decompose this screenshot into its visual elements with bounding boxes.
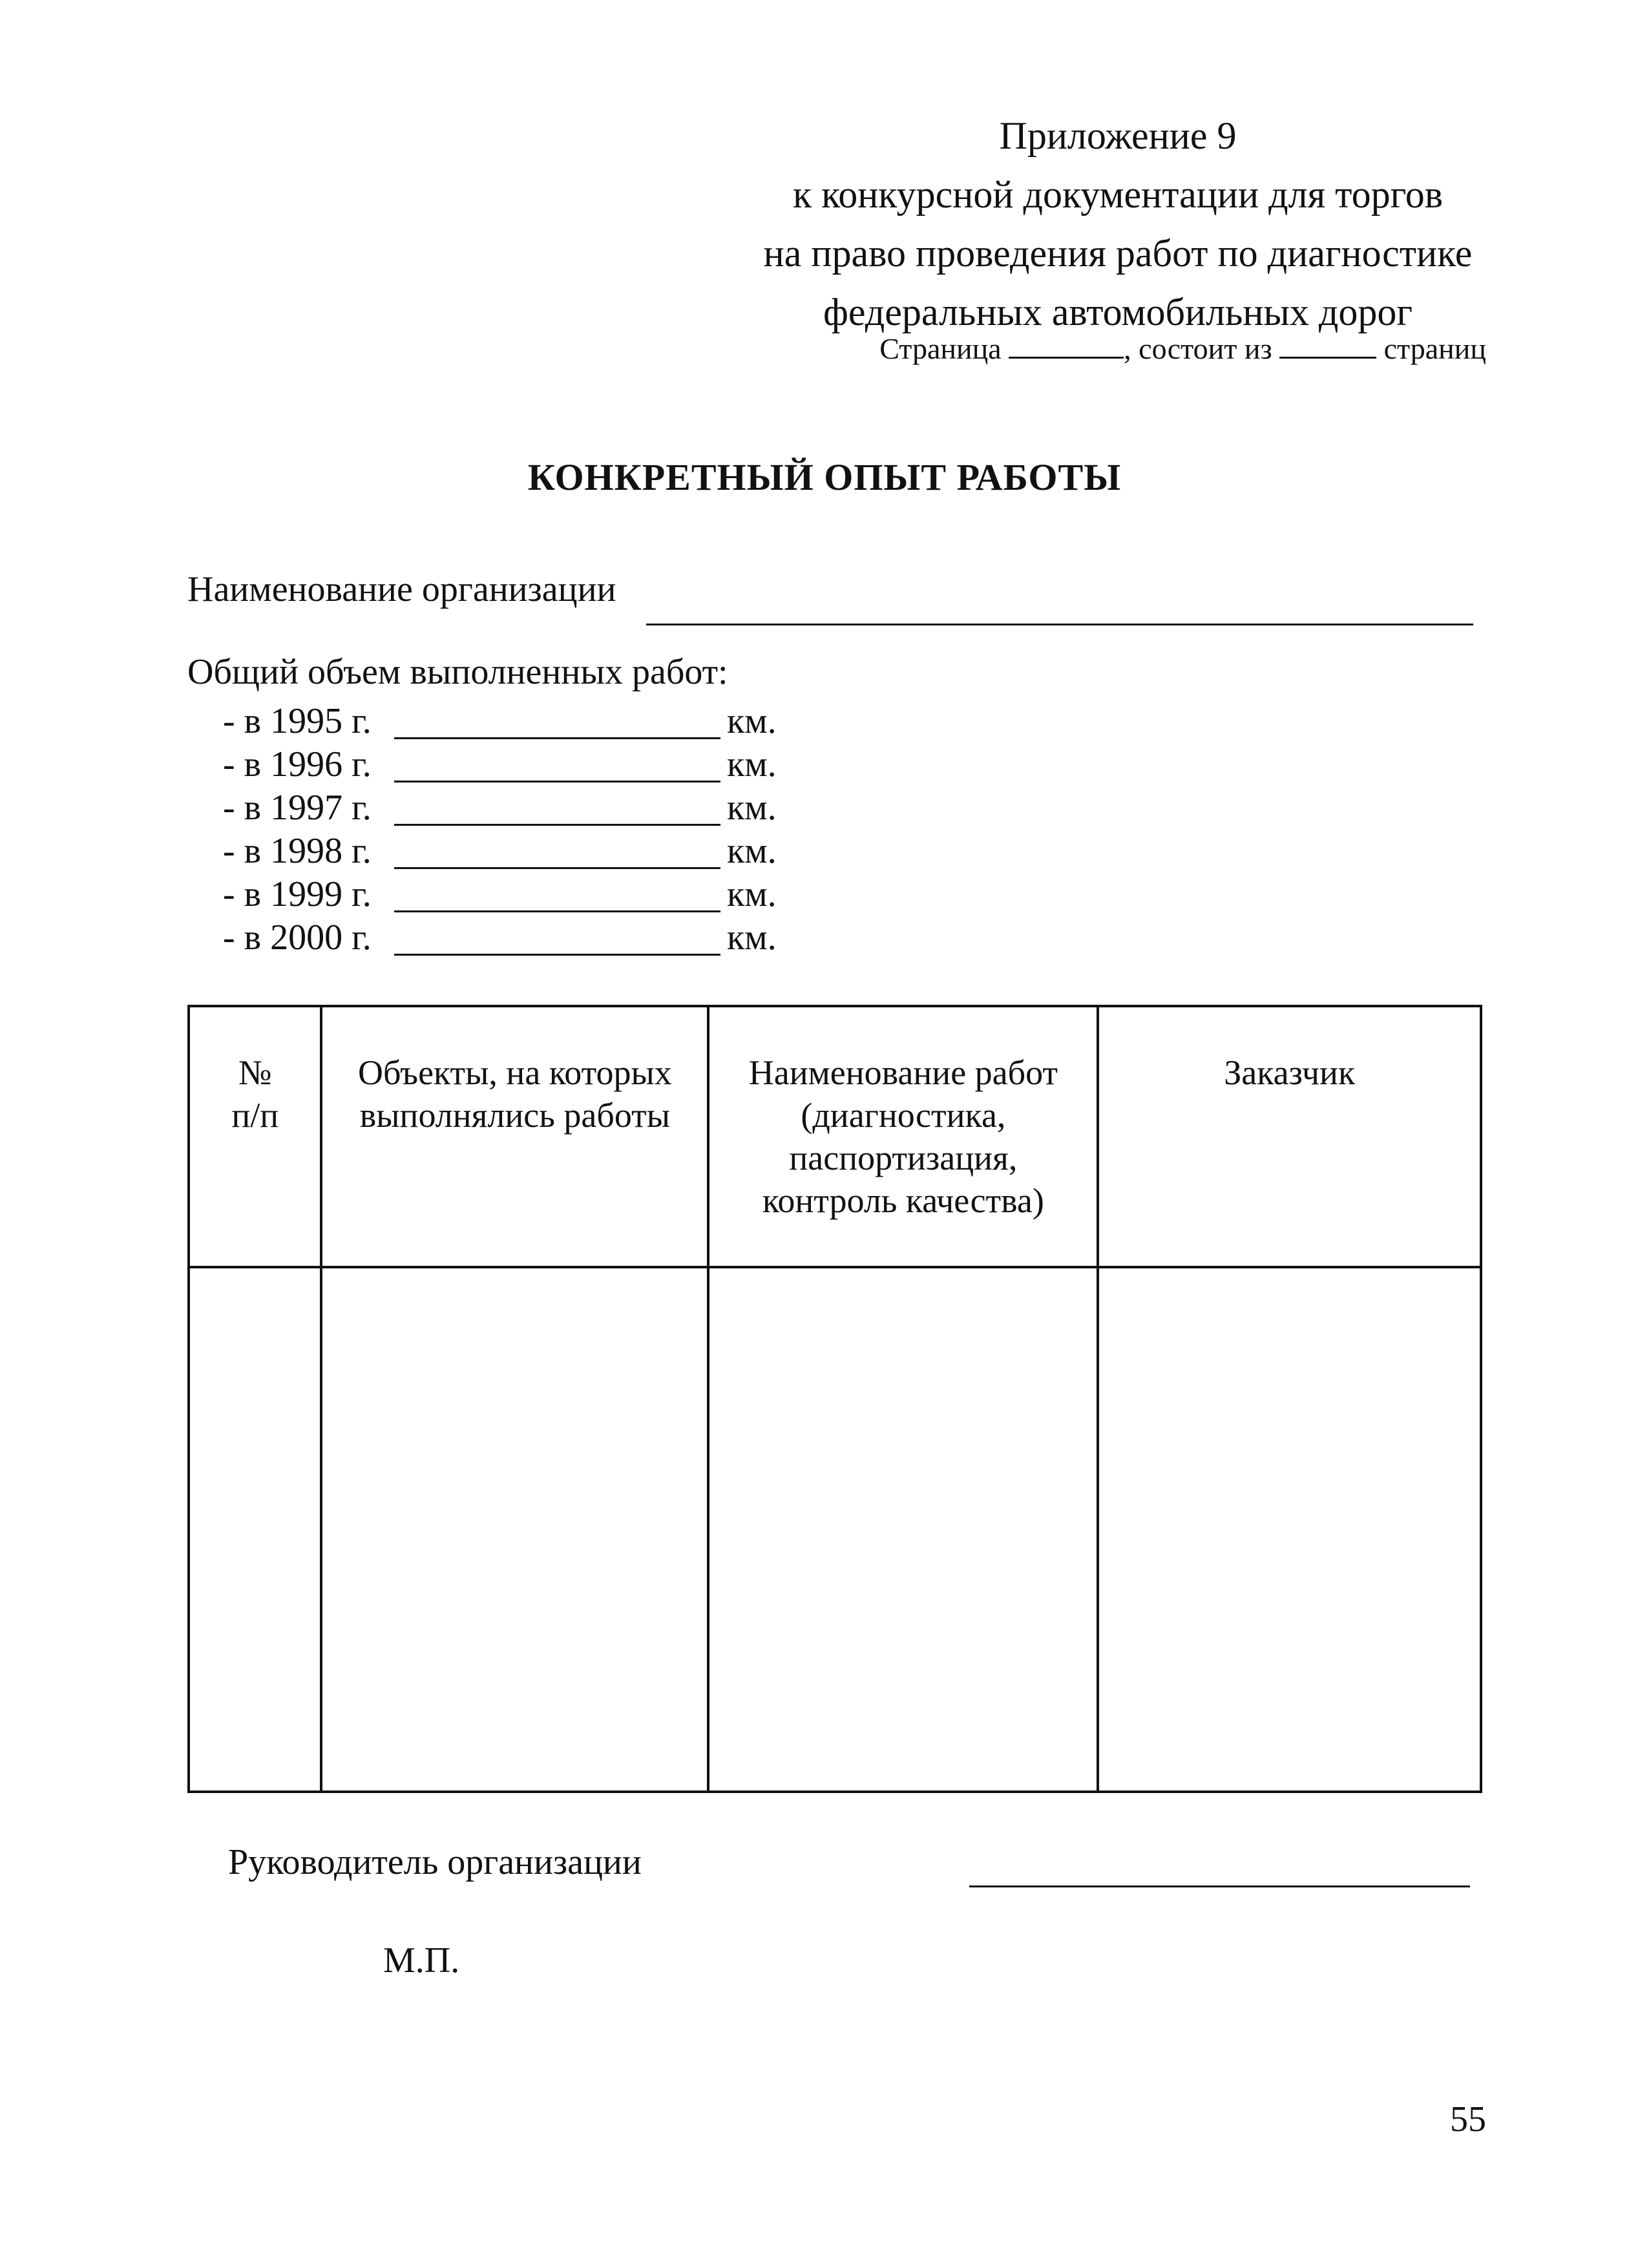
table-header-row bbox=[189, 1006, 1481, 1267]
appendix-line: Приложение 9 bbox=[999, 114, 1237, 157]
table-cell-objects[interactable] bbox=[321, 1267, 708, 1792]
unit-label: км. bbox=[727, 918, 777, 958]
page-number-blank[interactable] bbox=[1009, 331, 1124, 359]
header-line: № bbox=[238, 1053, 272, 1092]
unit-label: км. bbox=[727, 874, 777, 914]
year-label: - в 1996 г. bbox=[223, 744, 372, 784]
header-line: контроль качества) bbox=[762, 1181, 1044, 1220]
consists-label: , состоит из bbox=[1124, 332, 1272, 365]
header-line: п/п bbox=[231, 1096, 279, 1135]
unit-label: км. bbox=[727, 788, 777, 828]
year-blank[interactable] bbox=[394, 737, 720, 739]
pages-label: страниц bbox=[1383, 332, 1486, 365]
table-cell-work-name[interactable] bbox=[708, 1267, 1098, 1792]
appendix-line: к конкурсной документации для торгов bbox=[792, 173, 1444, 216]
header-work-name bbox=[708, 1006, 1098, 1267]
page-label: Страница bbox=[879, 332, 1002, 365]
header-customer bbox=[1098, 1006, 1481, 1267]
year-label: - в 1998 г. bbox=[223, 831, 372, 871]
unit-label: км. bbox=[727, 831, 777, 871]
header-line: (диагностика, bbox=[801, 1096, 1006, 1135]
table-cell-customer[interactable] bbox=[1098, 1267, 1481, 1792]
table-cell-number[interactable] bbox=[189, 1267, 321, 1792]
total-pages-blank[interactable] bbox=[1279, 331, 1376, 359]
page-number: 55 bbox=[1450, 2099, 1486, 2139]
signature-label: Руководитель организации bbox=[228, 1842, 642, 1882]
organization-blank[interactable] bbox=[646, 624, 1473, 625]
table-row bbox=[189, 1267, 1481, 1792]
volume-heading: Общий объем выполненных работ: bbox=[187, 652, 728, 692]
header-line: выполнялись работы bbox=[359, 1096, 670, 1135]
year-label: - в 1995 г. bbox=[223, 701, 372, 741]
header-line: Наименование работ bbox=[748, 1053, 1058, 1092]
appendix-line: федеральных автомобильных дорог bbox=[823, 291, 1413, 333]
year-blank[interactable] bbox=[394, 910, 720, 912]
header-number bbox=[189, 1006, 321, 1267]
year-blank[interactable] bbox=[394, 867, 720, 869]
year-label: - в 1997 г. bbox=[223, 788, 372, 828]
appendix-header bbox=[762, 107, 1473, 342]
signature-blank[interactable] bbox=[969, 1885, 1470, 1887]
experience-table bbox=[187, 1005, 1482, 1793]
year-blank[interactable] bbox=[394, 781, 720, 782]
page-count-line bbox=[711, 331, 1486, 366]
header-line: Объекты, на которых bbox=[358, 1053, 672, 1092]
year-label: - в 2000 г. bbox=[223, 918, 372, 958]
year-blank[interactable] bbox=[394, 954, 720, 956]
header-objects bbox=[321, 1006, 708, 1267]
organization-label: Наименование организации bbox=[187, 569, 616, 609]
appendix-line: на право проведения работ по диагностике bbox=[763, 232, 1473, 275]
year-blank[interactable] bbox=[394, 824, 720, 826]
header-line: Заказчик bbox=[1224, 1053, 1356, 1092]
page-title: КОНКРЕТНЫЙ ОПЫТ РАБОТЫ bbox=[527, 456, 1122, 498]
unit-label: км. bbox=[727, 744, 777, 784]
year-label: - в 1999 г. bbox=[223, 874, 372, 914]
stamp-label: М.П. bbox=[383, 1940, 460, 1980]
unit-label: км. bbox=[727, 701, 777, 741]
header-line: паспортизация, bbox=[789, 1139, 1018, 1177]
